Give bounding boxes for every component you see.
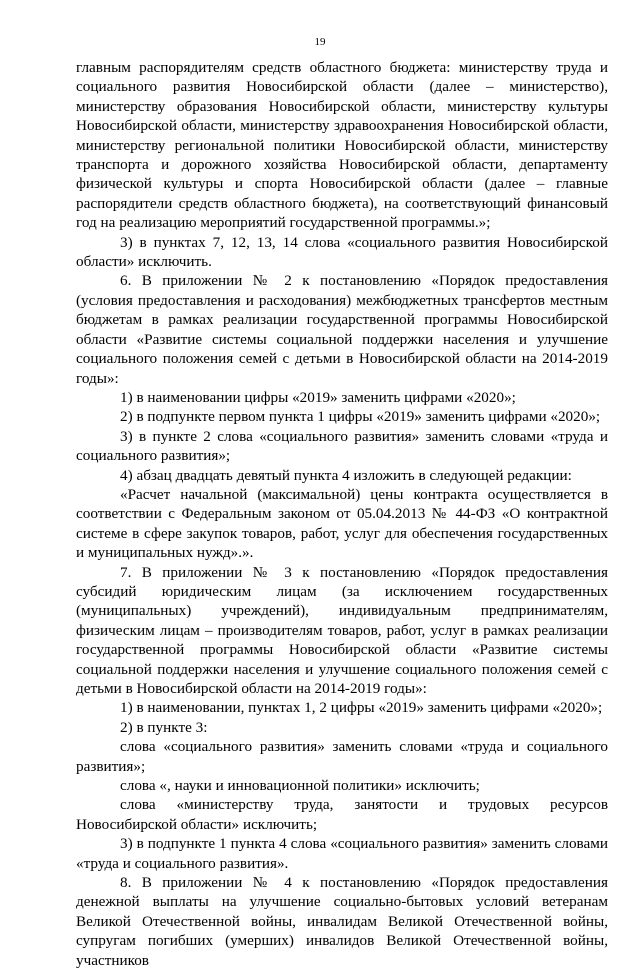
document-body <box>76 58 608 970</box>
paragraph: главным распорядителям средств областного бюджета: министерству труда и социального развития Новосибирской области (далее – министерство), министерству образования Новосибирской области, министерству культуры Новосибирской области, министерству здравоохранения Новосибирской области, министерству региональной политики Новосибирской области, министерству транспорта и дорожного хозяйства Новосибирской области, департаменту физической культуры и спорта Новосибирской области (далее – главные распорядители средств областного бюджета), на соответствующий финансовый год на реализацию мероприятий государственной программы.»; <box>76 59 608 232</box>
paragraph: слова «социального развития» заменить словами «труда и социального развития»; <box>76 738 608 775</box>
paragraph: 3) в пунктах 7, 12, 13, 14 слова «социального развития Новосибирской области» исключить. <box>76 233 608 271</box>
paragraph: 4) абзац двадцать девятый пункта 4 изложить в следующей редакции: <box>120 466 572 484</box>
paragraph: слова «министерству труда, занятости и трудовых ресурсов Новосибирской области» исключить; <box>76 796 608 833</box>
paragraph: 8. В приложении № 4 к постановлению «Порядок предоставления денежной выплаты на улучшение социально-бытовых условий ветеранам Великой Отечественной войны, инвалидам Великой Отечественной войны, супругам погибших (умерших) инвалидов Великой Отечественной войны, участников <box>76 874 608 969</box>
paragraph: 3) в подпункте 1 пункта 4 слова «социального развития» заменить словами «труда и социального развития». <box>76 835 608 872</box>
paragraph: слова «, науки и инновационной политики» исключить; <box>120 777 480 795</box>
paragraph: 1) в наименовании, пунктах 1, 2 цифры «2019» заменить цифрами «2020»; <box>120 699 603 717</box>
paragraph: 6. В приложении № 2 к постановлению «Порядок предоставления (условия предоставления и расходования) межбюджетных трансфертов местным бюджетам в рамках реализации государственной программы Новосибирской области «Развитие системы социальной поддержки населения и улучшение социального положения семей с детьми в Новосибирской области на 2014-2019 годы»: <box>76 272 608 387</box>
paragraph: 3) в пункте 2 слова «социального развития» заменить словами «труда и социального развития»; <box>76 427 608 465</box>
paragraph: 2) в пункте 3: <box>120 718 208 736</box>
page-number: 19 <box>314 36 326 48</box>
paragraph: 1) в наименовании цифры «2019» заменить цифрами «2020»; <box>120 388 516 406</box>
paragraph: «Расчет начальной (максимальной) цены контракта осуществляется в соответствии с Федеральным законом от 05.04.2013 № 44-ФЗ «О контрактной системе в сфере закупок товаров, работ, услуг для обеспечения государственных и муниципальных нужд».». <box>76 485 608 562</box>
paragraph: 2) в подпункте первом пункта 1 цифры «2019» заменить цифрами «2020»; <box>120 408 601 426</box>
paragraph: 7. В приложении № 3 к постановлению «Порядок предоставления субсидий юридическим лицам (за исключением государственных (муниципальных) учреждений), индивидуальным предпринимателям, физическим лицам – производителям товаров, работ, услуг в рамках реализации государственной программы Новосибирской области «Развитие системы социальной поддержки населения и улучшение социального положения семей с детьми в Новосибирской области на 2014-2019 годы»: <box>76 563 608 697</box>
